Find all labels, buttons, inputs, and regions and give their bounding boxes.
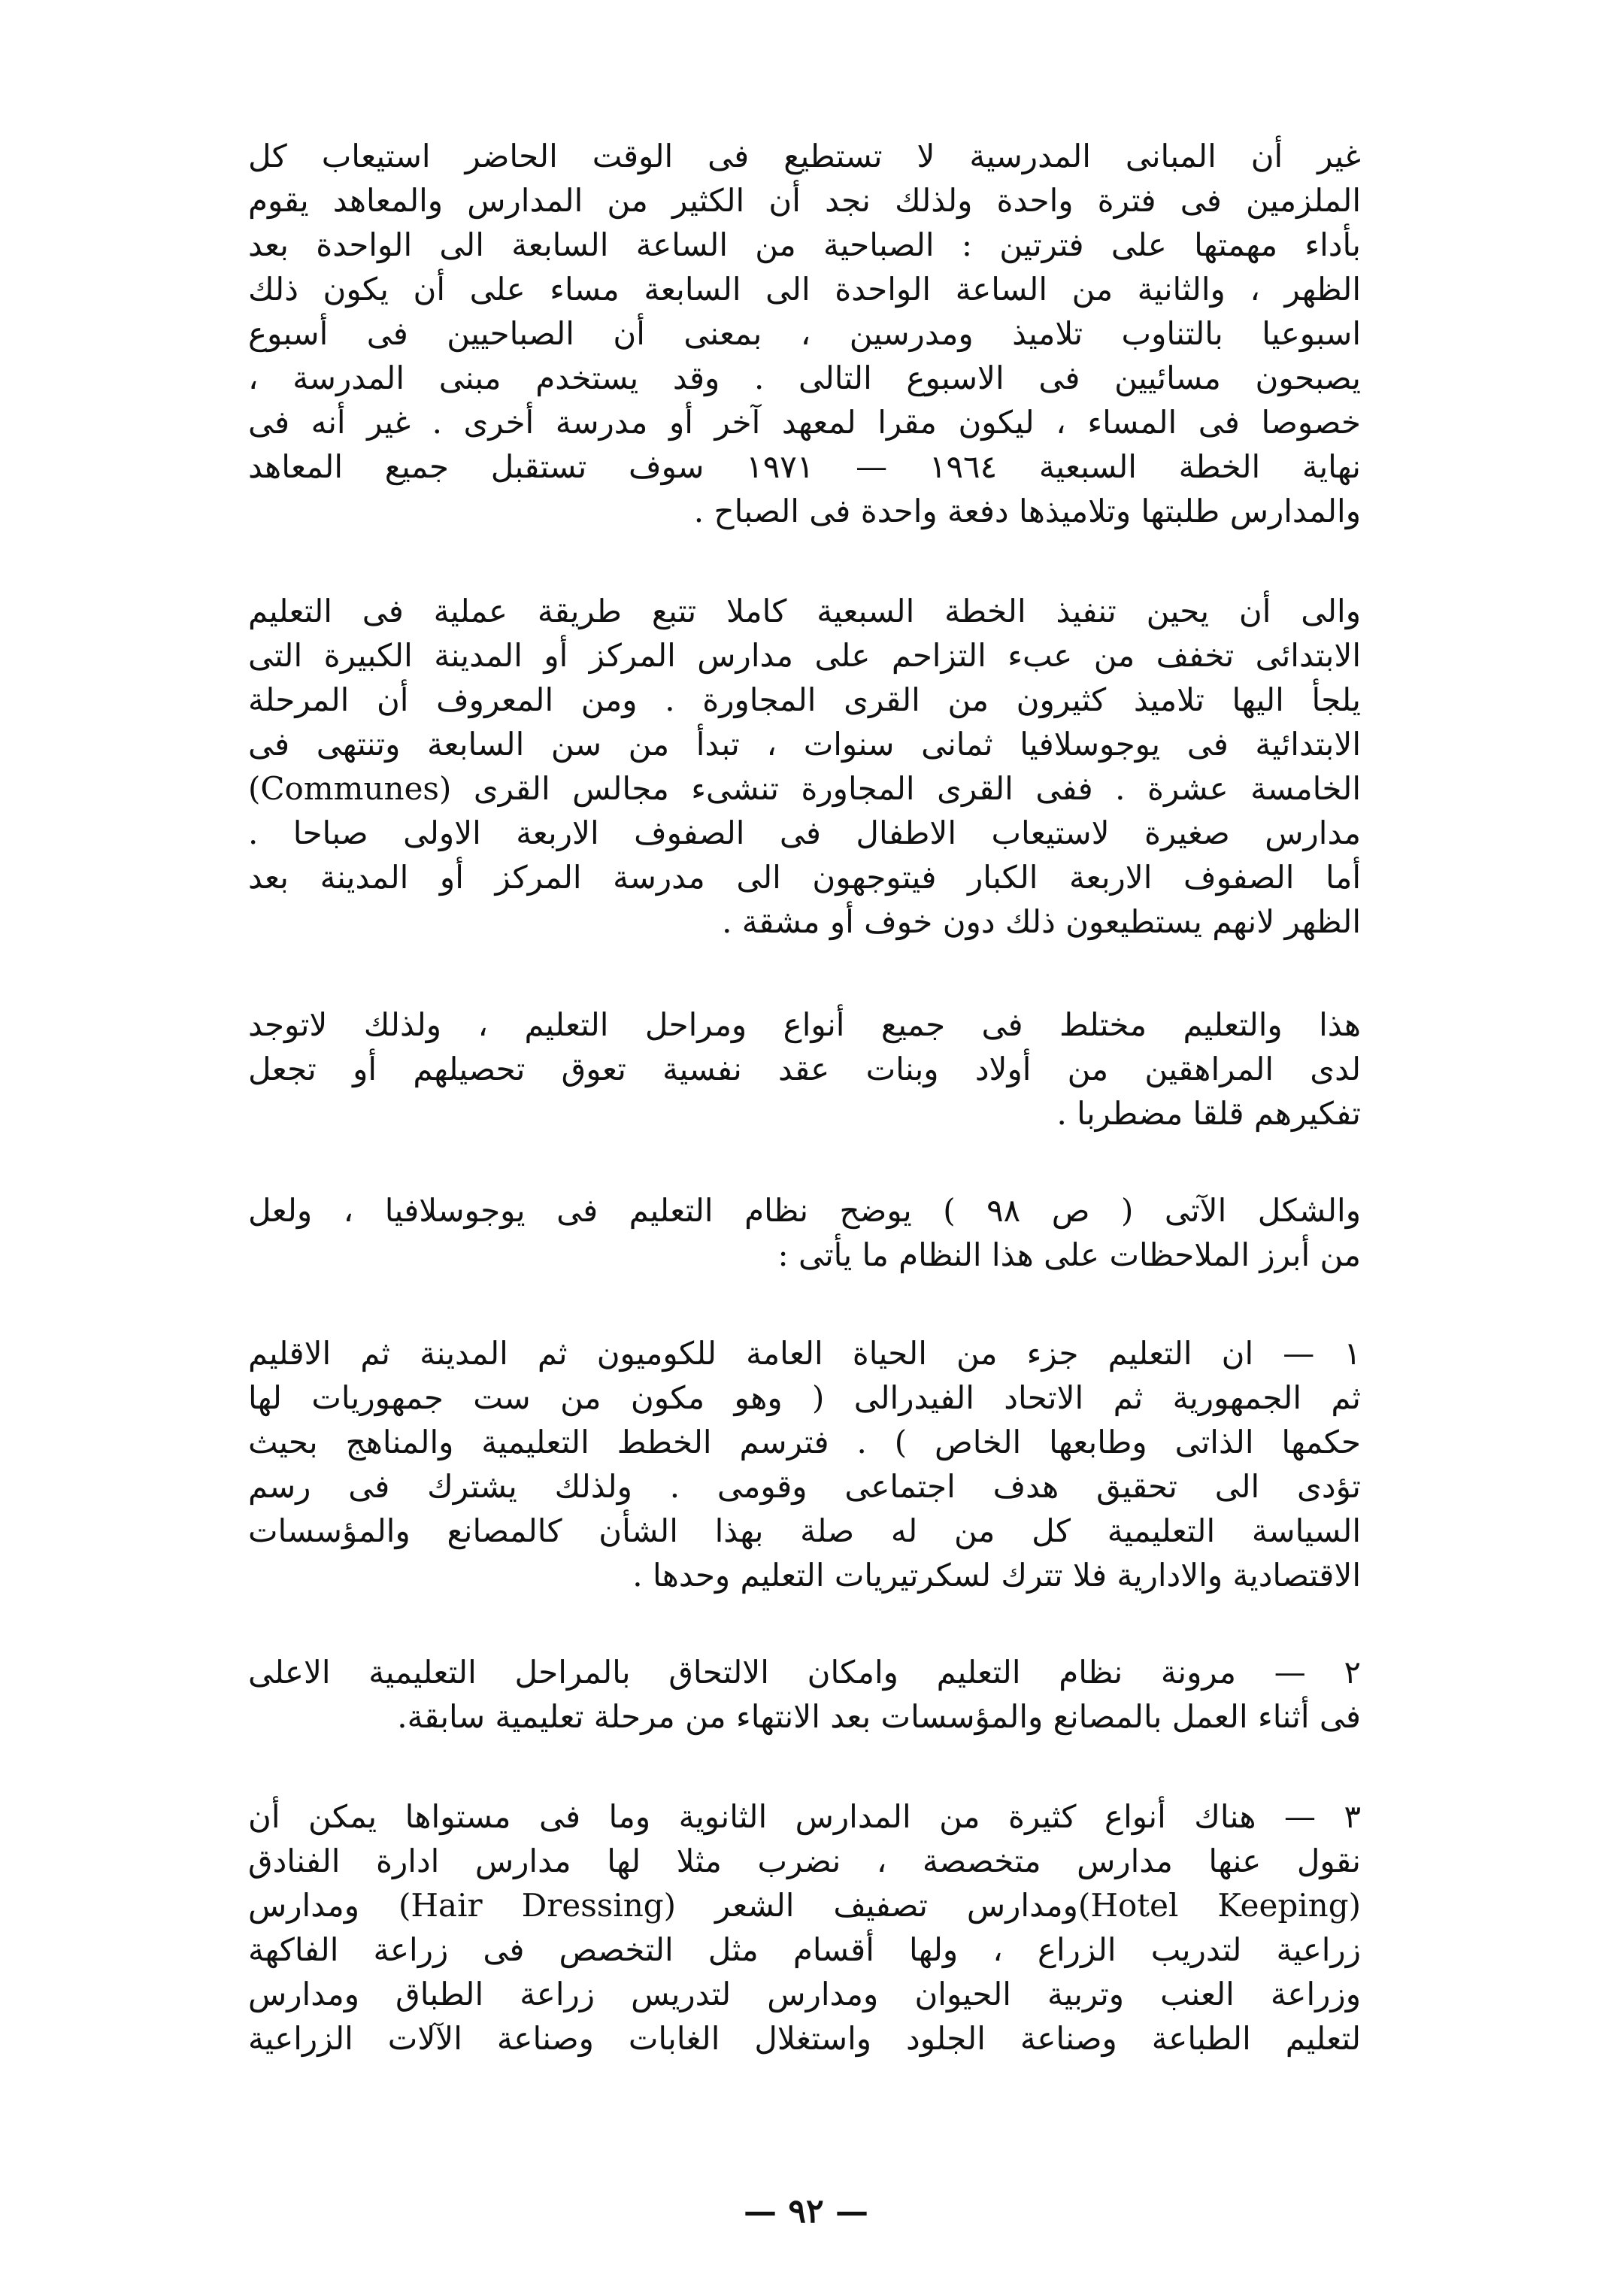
text-line: الابتدائى تخفف من عبء التزاحم على مدارس المركز أو المدينة الكبيرة التى xyxy=(248,637,1361,674)
paragraph-coeducation xyxy=(248,1002,1361,1136)
text-line: يلجأ اليها تلاميذ كثيرون من القرى المجاورة . ومن المعروف أن المرحلة xyxy=(248,681,1361,718)
list-item-3 xyxy=(248,1794,1361,2061)
text-line: مدارس صغيرة لاستيعاب الاطفال فى الصفوف الاربعة الاولى صباحا . xyxy=(248,814,1361,851)
text-line: والى أن يحين تنفيذ الخطة السبعية كاملا تتبع طريقة عملية فى التعليم xyxy=(248,593,1361,629)
list-item-2 xyxy=(248,1650,1361,1739)
text-line: غير أن المبانى المدرسية لا تستطيع فى الوقت الحاضر استيعاب كل xyxy=(248,138,1361,174)
text-line: تؤدى الى تحقيق هدف اجتماعى وقومى . ولذلك يشترك فى رسم xyxy=(248,1468,1361,1505)
text-line: الاقتصادية والادارية فلا تترك لسكرتيريات التعليم وحدها . xyxy=(632,1557,1361,1594)
text-line: اسبوعيا بالتناوب تلاميذ ومدرسين ، بمعنى أن الصباحيين فى أسبوع xyxy=(248,315,1361,352)
text-line: والشكل الآتى ( ص ٩٨ ) يوضح نظام التعليم فى يوجوسلافيا ، ولعل xyxy=(248,1192,1361,1229)
text-line: حكمها الذاتى وطابعها الخاص ) . فترسم الخطط التعليمية والمناهج بحيث xyxy=(248,1424,1361,1460)
text-line: ١ — ان التعليم جزء من الحياة العامة للكوميون ثم المدينة ثم الاقليم xyxy=(248,1335,1361,1372)
text-line: خصوصا فى المساء ، ليكون مقرا لمعهد آخر أو مدرسة أخرى . غير أنه فى xyxy=(248,404,1361,441)
text-line: نقول عنها مدارس متخصصة ، نضرب مثلا لها مدارس ادارة الفنادق xyxy=(248,1843,1361,1879)
text-line: وزراعة العنب وتربية الحيوان ومدارس لتدريس زراعة الطباق ومدارس xyxy=(248,1976,1361,2012)
text-line: لدى المراهقين من أولاد وبنات عقد نفسية تعوق تحصيلهم أو تجعل xyxy=(248,1051,1361,1087)
text-line: الابتدائية فى يوجوسلافيا ثمانى سنوات ، تبدأ من سن السابعة وتنتهى فى xyxy=(248,726,1361,763)
page-body xyxy=(248,134,1361,2061)
text-line: الخامسة عشرة . ففى القرى المجاورة تنشىء مجالس القرى (Communes) xyxy=(248,770,1361,807)
text-line: السياسة التعليمية كل من له صلة بهذا الشأن كالمصانع والمؤسسات xyxy=(248,1512,1361,1549)
text-line: أما الصفوف الاربعة الكبار فيتوجهون الى مدرسة المركز أو المدينة بعد xyxy=(248,859,1362,896)
text-line: نهاية الخطة السبعية ١٩٦٤ — ١٩٧١ سوف تستقبل جميع المعاهد xyxy=(248,448,1361,485)
text-line: تفكيرهم قلقا مضطربا . xyxy=(1056,1095,1361,1132)
text-line: (Hotel Keeping)ومدارس تصفيف الشعر (Hair Dressing) ومدارس xyxy=(248,1887,1361,1924)
text-line: فى أثناء العمل بالمصانع والمؤسسات بعد الانتهاء من مرحلة تعليمية سابقة. xyxy=(397,1698,1361,1735)
text-line: من أبرز الملاحظات على هذا النظام ما يأتى : xyxy=(777,1236,1361,1273)
paragraph-figure-reference xyxy=(248,1188,1361,1277)
text-line: هذا والتعليم مختلط فى جميع أنواع ومراحل التعليم ، ولذلك لاتوجد xyxy=(248,1006,1361,1043)
text-line: بأداء مهمتها على فترتين : الصباحية من الساعة السابعة الى الواحدة بعد xyxy=(248,226,1361,263)
text-line: ٣ — هناك أنواع كثيرة من المدارس الثانوية وما فى مستواها يمكن أن xyxy=(248,1798,1361,1835)
text-line: زراعية لتدريب الزراع ، ولها أقسام مثل التخصص فى زراعة الفاكهة xyxy=(248,1931,1361,1968)
text-line: الظهر ، والثانية من الساعة الواحدة الى السابعة مساء على أن يكون ذلك xyxy=(248,271,1361,308)
text-line: الظهر لانهم يستطيعون ذلك دون خوف أو مشقة . xyxy=(722,903,1361,940)
text-line: ثم الجمهورية ثم الاتحاد الفيدرالى ( وهو مكون من ست جمهوريات لها xyxy=(248,1379,1361,1416)
paragraph-school-buildings xyxy=(248,134,1361,533)
text-line: يصبحون مسائيين فى الاسبوع التالى . وقد يستخدم مبنى المدرسة ، xyxy=(248,359,1361,396)
text-line: لتعليم الطباعة وصناعة الجلود واستغلال الغابات وصناعة الآلات الزراعية xyxy=(248,2020,1361,2057)
text-line: الملزمين فى فترة واحدة ولذلك نجد أن الكثير من المدارس والمعاهد يقوم xyxy=(248,182,1361,219)
text-line: ٢ — مرونة نظام التعليم وامكان الالتحاق بالمراحل التعليمية الاعلى xyxy=(248,1654,1361,1691)
page-number: — ٩٢ — xyxy=(744,2192,868,2231)
text-line: والمدارس طلبتها وتلاميذها دفعة واحدة فى الصباح . xyxy=(693,493,1361,529)
paragraph-primary-education xyxy=(248,589,1361,944)
list-item-1 xyxy=(248,1331,1361,1597)
